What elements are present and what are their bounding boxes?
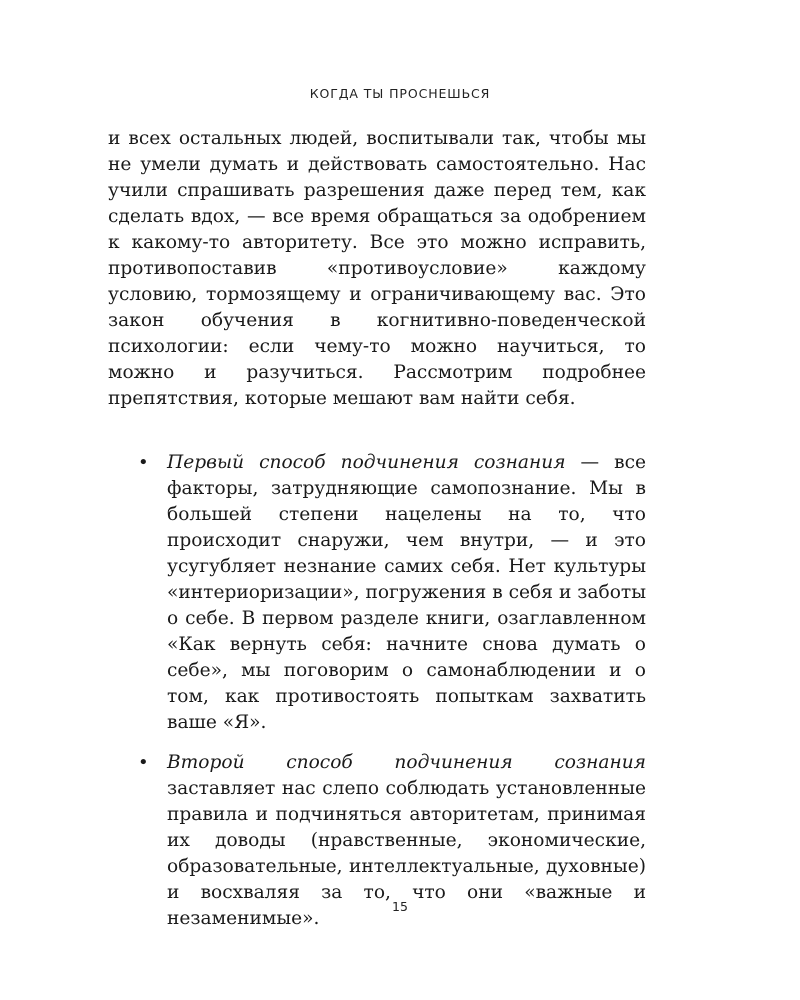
bullet-italic-lead: Второй способ подчинения сознания [167, 752, 646, 773]
bullet-text: заставляет нас слепо соблюдать установленные правила и подчиняться авторитетам, принимая их доводы (нравственные, экономические, образовательные, интеллектуальные, духовные) и восхваляя за то, что они «важные и незаменимые». [167, 778, 646, 929]
bullet-marker: • [138, 452, 149, 473]
bullet-text: — все факторы, затрудняющие самопознание. Мы в большей степени нацелены на то, что происходит снаружи, чем внутри, — и это усугубляет незнание самих себя. Нет культуры «интериоризации», погружения в себя и заботы о себе. В первом разделе книги, озаглавленном «Как вернуть себя: начните снова думать о себе», мы поговорим о самонаблюдении и о том, как противостоять попыткам захватить ваше «Я». [167, 452, 646, 733]
page-number: 15 [392, 899, 408, 914]
bullet-list [108, 450, 646, 946]
bullet-item-first [108, 450, 646, 736]
intro-paragraph: и всех остальных людей, воспитывали так, чтобы мы не умели думать и действовать самостоятельно. Нас учили спрашивать разрешения даже перед тем, как сделать вдох, — все время обращаться за одобрением к какому-то авторитету. Все это можно исправить, противопоставив «противоусловие» каждому условию, тормозящему и ограничивающему вас. Это закон обучения в когнитивно-поведенческой психологии: если чему-то можно научиться, то можно и разучиться. Рассмотрим подробнее препятствия, которые мешают вам найти себя. [108, 128, 646, 409]
bullet-marker: • [138, 752, 149, 773]
bullet-italic-lead: Первый способ подчинения сознания [167, 452, 566, 473]
running-head: КОГДА ТЫ ПРОСНЕШЬСЯ [309, 86, 491, 101]
